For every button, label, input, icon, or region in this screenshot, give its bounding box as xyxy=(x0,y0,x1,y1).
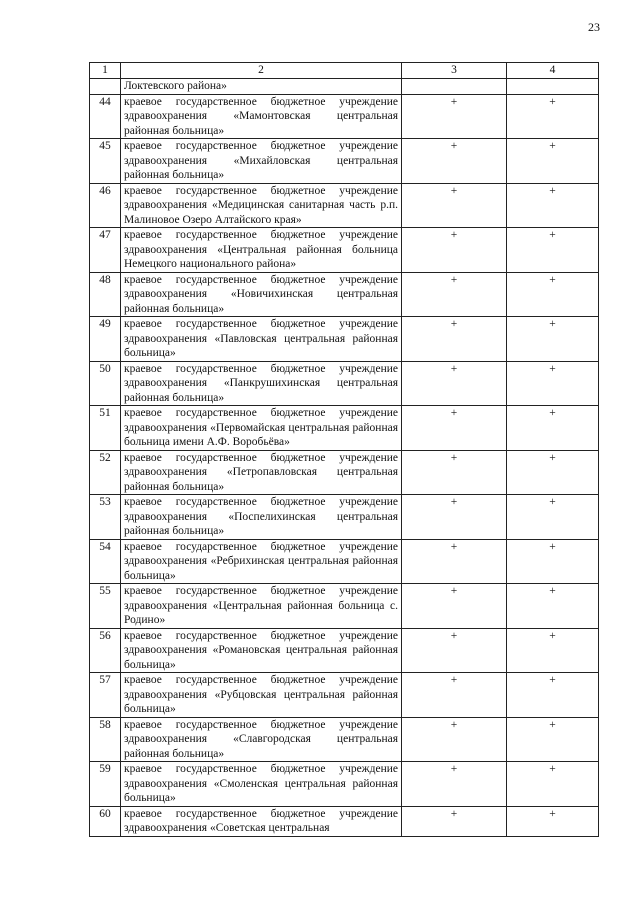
column-3-mark: + xyxy=(402,450,507,495)
column-3-mark xyxy=(402,79,507,95)
table-row xyxy=(90,183,599,228)
table-row xyxy=(90,450,599,495)
row-number xyxy=(90,79,121,95)
facility-name: краевое государственное бюджетное учреждение здравоохранения «Ребрихинская центральная районная больница» xyxy=(121,539,402,584)
table-header-row xyxy=(90,63,599,79)
column-4-mark: + xyxy=(507,361,599,406)
column-4-mark: + xyxy=(507,628,599,673)
column-3-mark: + xyxy=(402,272,507,317)
row-number: 45 xyxy=(90,139,121,184)
column-4-mark: + xyxy=(507,406,599,451)
page-number: 23 xyxy=(588,20,600,34)
row-number: 53 xyxy=(90,495,121,540)
facility-name: краевое государственное бюджетное учреждение здравоохранения «Петропавловская центральная районная больница» xyxy=(121,450,402,495)
facility-name: краевое государственное бюджетное учреждение здравоохранения «Поспелихинская центральная районная больница» xyxy=(121,495,402,540)
row-number: 47 xyxy=(90,228,121,273)
column-3-mark: + xyxy=(402,94,507,139)
column-3-mark: + xyxy=(402,762,507,807)
column-3-mark: + xyxy=(402,628,507,673)
column-4-mark: + xyxy=(507,94,599,139)
row-number: 58 xyxy=(90,717,121,762)
row-number: 59 xyxy=(90,762,121,807)
table-row xyxy=(90,806,599,836)
facility-name: краевое государственное бюджетное учреждение здравоохранения «Панкрушихинская центральная районная больница» xyxy=(121,361,402,406)
table-row xyxy=(90,94,599,139)
facility-name: краевое государственное бюджетное учреждение здравоохранения «Славгородская центральная районная больница» xyxy=(121,717,402,762)
column-4-mark: + xyxy=(507,806,599,836)
column-4-mark: + xyxy=(507,228,599,273)
column-3-mark: + xyxy=(402,183,507,228)
facility-name: Локтевского района» xyxy=(121,79,402,95)
column-4-mark: + xyxy=(507,272,599,317)
table-row xyxy=(90,762,599,807)
table-row xyxy=(90,584,599,629)
facility-name: краевое государственное бюджетное учреждение здравоохранения «Смоленская центральная районная больница» xyxy=(121,762,402,807)
row-number: 54 xyxy=(90,539,121,584)
table-row xyxy=(90,673,599,718)
table-row xyxy=(90,139,599,184)
column-3-mark: + xyxy=(402,228,507,273)
row-number: 55 xyxy=(90,584,121,629)
facility-name: краевое государственное бюджетное учреждение здравоохранения «Новичихинская центральная районная больница» xyxy=(121,272,402,317)
table-row xyxy=(90,539,599,584)
facility-name: краевое государственное бюджетное учреждение здравоохранения «Романовская центральная районная больница» xyxy=(121,628,402,673)
column-3-mark: + xyxy=(402,717,507,762)
facilities-table xyxy=(89,62,599,837)
column-3-mark: + xyxy=(402,673,507,718)
column-3-mark: + xyxy=(402,539,507,584)
row-number: 48 xyxy=(90,272,121,317)
column-3-mark: + xyxy=(402,406,507,451)
column-4-mark: + xyxy=(507,317,599,362)
row-number: 49 xyxy=(90,317,121,362)
column-3-mark: + xyxy=(402,317,507,362)
row-number: 44 xyxy=(90,94,121,139)
table-row xyxy=(90,361,599,406)
column-4-mark: + xyxy=(507,183,599,228)
column-header-3: 3 xyxy=(402,63,507,79)
column-3-mark: + xyxy=(402,361,507,406)
facility-name: краевое государственное бюджетное учреждение здравоохранения «Центральная районная больница с. Родино» xyxy=(121,584,402,629)
row-number: 52 xyxy=(90,450,121,495)
column-header-1: 1 xyxy=(90,63,121,79)
row-number: 60 xyxy=(90,806,121,836)
column-4-mark: + xyxy=(507,673,599,718)
facility-name: краевое государственное бюджетное учреждение здравоохранения «Мамонтовская центральная районная больница» xyxy=(121,94,402,139)
table-row xyxy=(90,628,599,673)
facility-name: краевое государственное бюджетное учреждение здравоохранения «Советская центральная xyxy=(121,806,402,836)
column-4-mark: + xyxy=(507,762,599,807)
column-3-mark: + xyxy=(402,584,507,629)
table-row xyxy=(90,406,599,451)
column-4-mark: + xyxy=(507,139,599,184)
facility-name: краевое государственное бюджетное учреждение здравоохранения «Центральная районная больница Немецкого национального района» xyxy=(121,228,402,273)
column-header-2: 2 xyxy=(121,63,402,79)
table-row xyxy=(90,717,599,762)
column-3-mark: + xyxy=(402,806,507,836)
row-number: 56 xyxy=(90,628,121,673)
row-number: 46 xyxy=(90,183,121,228)
table-row xyxy=(90,272,599,317)
column-4-mark: + xyxy=(507,717,599,762)
column-header-4: 4 xyxy=(507,63,599,79)
facility-name: краевое государственное бюджетное учреждение здравоохранения «Первомайская центральная районная больница имени А.Ф. Воробьёва» xyxy=(121,406,402,451)
row-number: 51 xyxy=(90,406,121,451)
column-4-mark: + xyxy=(507,450,599,495)
table-row xyxy=(90,317,599,362)
column-4-mark xyxy=(507,79,599,95)
column-3-mark: + xyxy=(402,139,507,184)
column-4-mark: + xyxy=(507,584,599,629)
column-4-mark: + xyxy=(507,495,599,540)
facility-name: краевое государственное бюджетное учреждение здравоохранения «Медицинская санитарная часть р.п. Малиновое Озеро Алтайского края» xyxy=(121,183,402,228)
row-number: 57 xyxy=(90,673,121,718)
column-3-mark: + xyxy=(402,495,507,540)
facility-name: краевое государственное бюджетное учреждение здравоохранения «Рубцовская центральная районная больница» xyxy=(121,673,402,718)
row-number: 50 xyxy=(90,361,121,406)
table-row-continuation xyxy=(90,79,599,95)
table-row xyxy=(90,228,599,273)
table-row xyxy=(90,495,599,540)
column-4-mark: + xyxy=(507,539,599,584)
facility-name: краевое государственное бюджетное учреждение здравоохранения «Павловская центральная районная больница» xyxy=(121,317,402,362)
facility-name: краевое государственное бюджетное учреждение здравоохранения «Михайловская центральная районная больница» xyxy=(121,139,402,184)
